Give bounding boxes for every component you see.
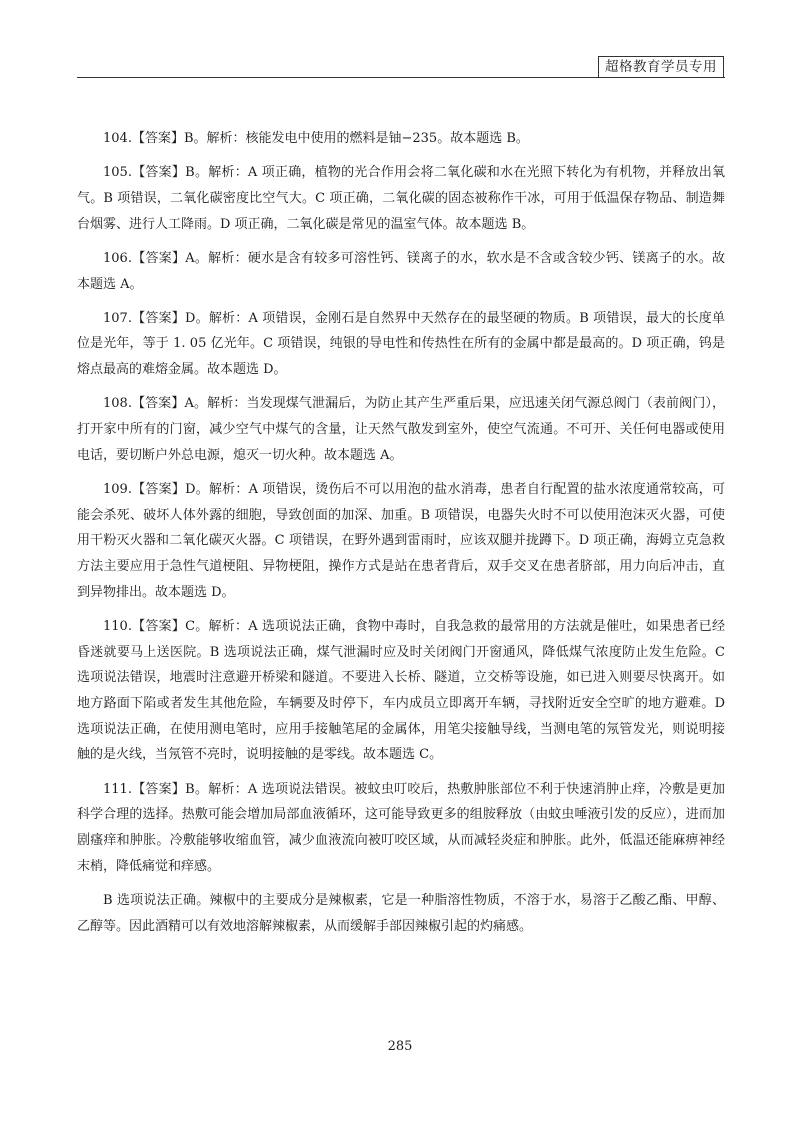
answer-111-option-b: B 选项说法正确。辣椒中的主要成分是辣椒素，它是一种脂溶性物质，不溶于水，易溶于乙酸乙酯、甲醇、乙醇等。因此酒精可以有效地溶解辣椒素，从而缓解手部因辣椒引起的灼痛感。 bbox=[77, 892, 725, 934]
answer-111: 111.【答案】B。解析：A 选项说法错误。被蚊虫叮咬后，热敷肿胀部位不利于快速消肿止痒，冷敷是更加科学合理的选择。热敷可能会增加局部血液循环，这可能导致更多的组胺释放（由蚊虫唾液引发的反应），进而加剧瘙痒和肿胀。冷敷能够收缩血管，减少血液流向被叮咬区域，从而减轻炎症和肿胀。此外，低温还能麻痹神经末梢，降低痛觉和痒感。 bbox=[77, 781, 725, 874]
header-rule bbox=[77, 77, 725, 78]
answer-explanations bbox=[77, 126, 725, 948]
answer-110: 110.【答案】C。解析：A 选项说法正确，食物中毒时，自我急救的最常用的方法就是催吐，如果患者已经昏迷就要马上送医院。B 选项说法正确，煤气泄漏时应及时关闭阀门开窗通风，降低煤气浓度防止发生危险。C 选项说法错误，地震时注意避开桥梁和隧道。不要进入长桥、隧道，立交桥等设施，如已进入则要尽快离开。如地方路面下陷或者发生其他危险，车辆要及时停下，车内成员立即离开车辆，寻找附近安全空旷的地方避难。D 选项说法正确，在使用测电笔时，应用手接触笔尾的金属体，用笔尖接触导线，当测电笔的氖管发光，则说明接触的是火线，当氖管不亮时，说明接触的是零线。故本题选 C。 bbox=[77, 618, 725, 763]
page-number: 285 bbox=[387, 1039, 413, 1054]
answer-108: 108.【答案】A。解析：当发现煤气泄漏后，为防止其产生严重后果，应迅速关闭气源总阀门（表前阀门），打开家中所有的门窗，减少空气中煤气的含量，让天然气散发到室外，使空气流通。不可开、关任何电器或使用电话，要切断户外总电源，熄灭一切火种。故本题选 A。 bbox=[77, 396, 725, 463]
answer-106: 106.【答案】A。解析：硬水是含有较多可溶性钙、镁离子的水，软水是不含或含较少钙、镁离子的水。故本题选 A。 bbox=[77, 250, 725, 292]
answer-109: 109.【答案】D。解析：A 项错误，烫伤后不可以用泡的盐水消毒，患者自行配置的盐水浓度通常较高，可能会杀死、破坏人体外露的细胞，导致创面的加深、加重。B 项错误，电器失火时不可以使用泡沫灭火器，可使用干粉灭火器和二氧化碳灭火器。C 项错误，在野外遇到雷雨时，应该双腿并拢蹲下。D 项正确，海姆立克急救方法主要应用于急性气道梗阻、异物梗阻，操作方式是站在患者背后，双手交叉在患者脐部，用力向后冲击，直到异物排出。故本题选 D。 bbox=[77, 481, 725, 600]
answer-105: 105.【答案】B。解析：A 项正确，植物的光合作用会将二氧化碳和水在光照下转化为有机物，并释放出氧气。B 项错误，二氧化碳密度比空气大。C 项正确，二氧化碳的固态被称作干冰，可用于低温保存物品、制造舞台烟雾、进行人工降雨。D 项正确，二氧化碳是常见的温室气体。故本题选 B。 bbox=[77, 165, 725, 232]
answer-107: 107.【答案】D。解析：A 项错误，金刚石是自然界中天然存在的最坚硬的物质。B 项错误，最大的长度单位是光年，等于 1. 05 亿光年。C 项错误，纯银的导电性和传热性在所有的金属中都是最高的。D 项正确，钨是熔点最高的难熔金属。故本题选 D。 bbox=[77, 310, 725, 378]
answer-104: 104.【答案】B。解析：核能发电中使用的燃料是铀−235。故本题选 B。 bbox=[103, 131, 529, 146]
header-label: 超格教育学员专用 bbox=[598, 56, 724, 77]
